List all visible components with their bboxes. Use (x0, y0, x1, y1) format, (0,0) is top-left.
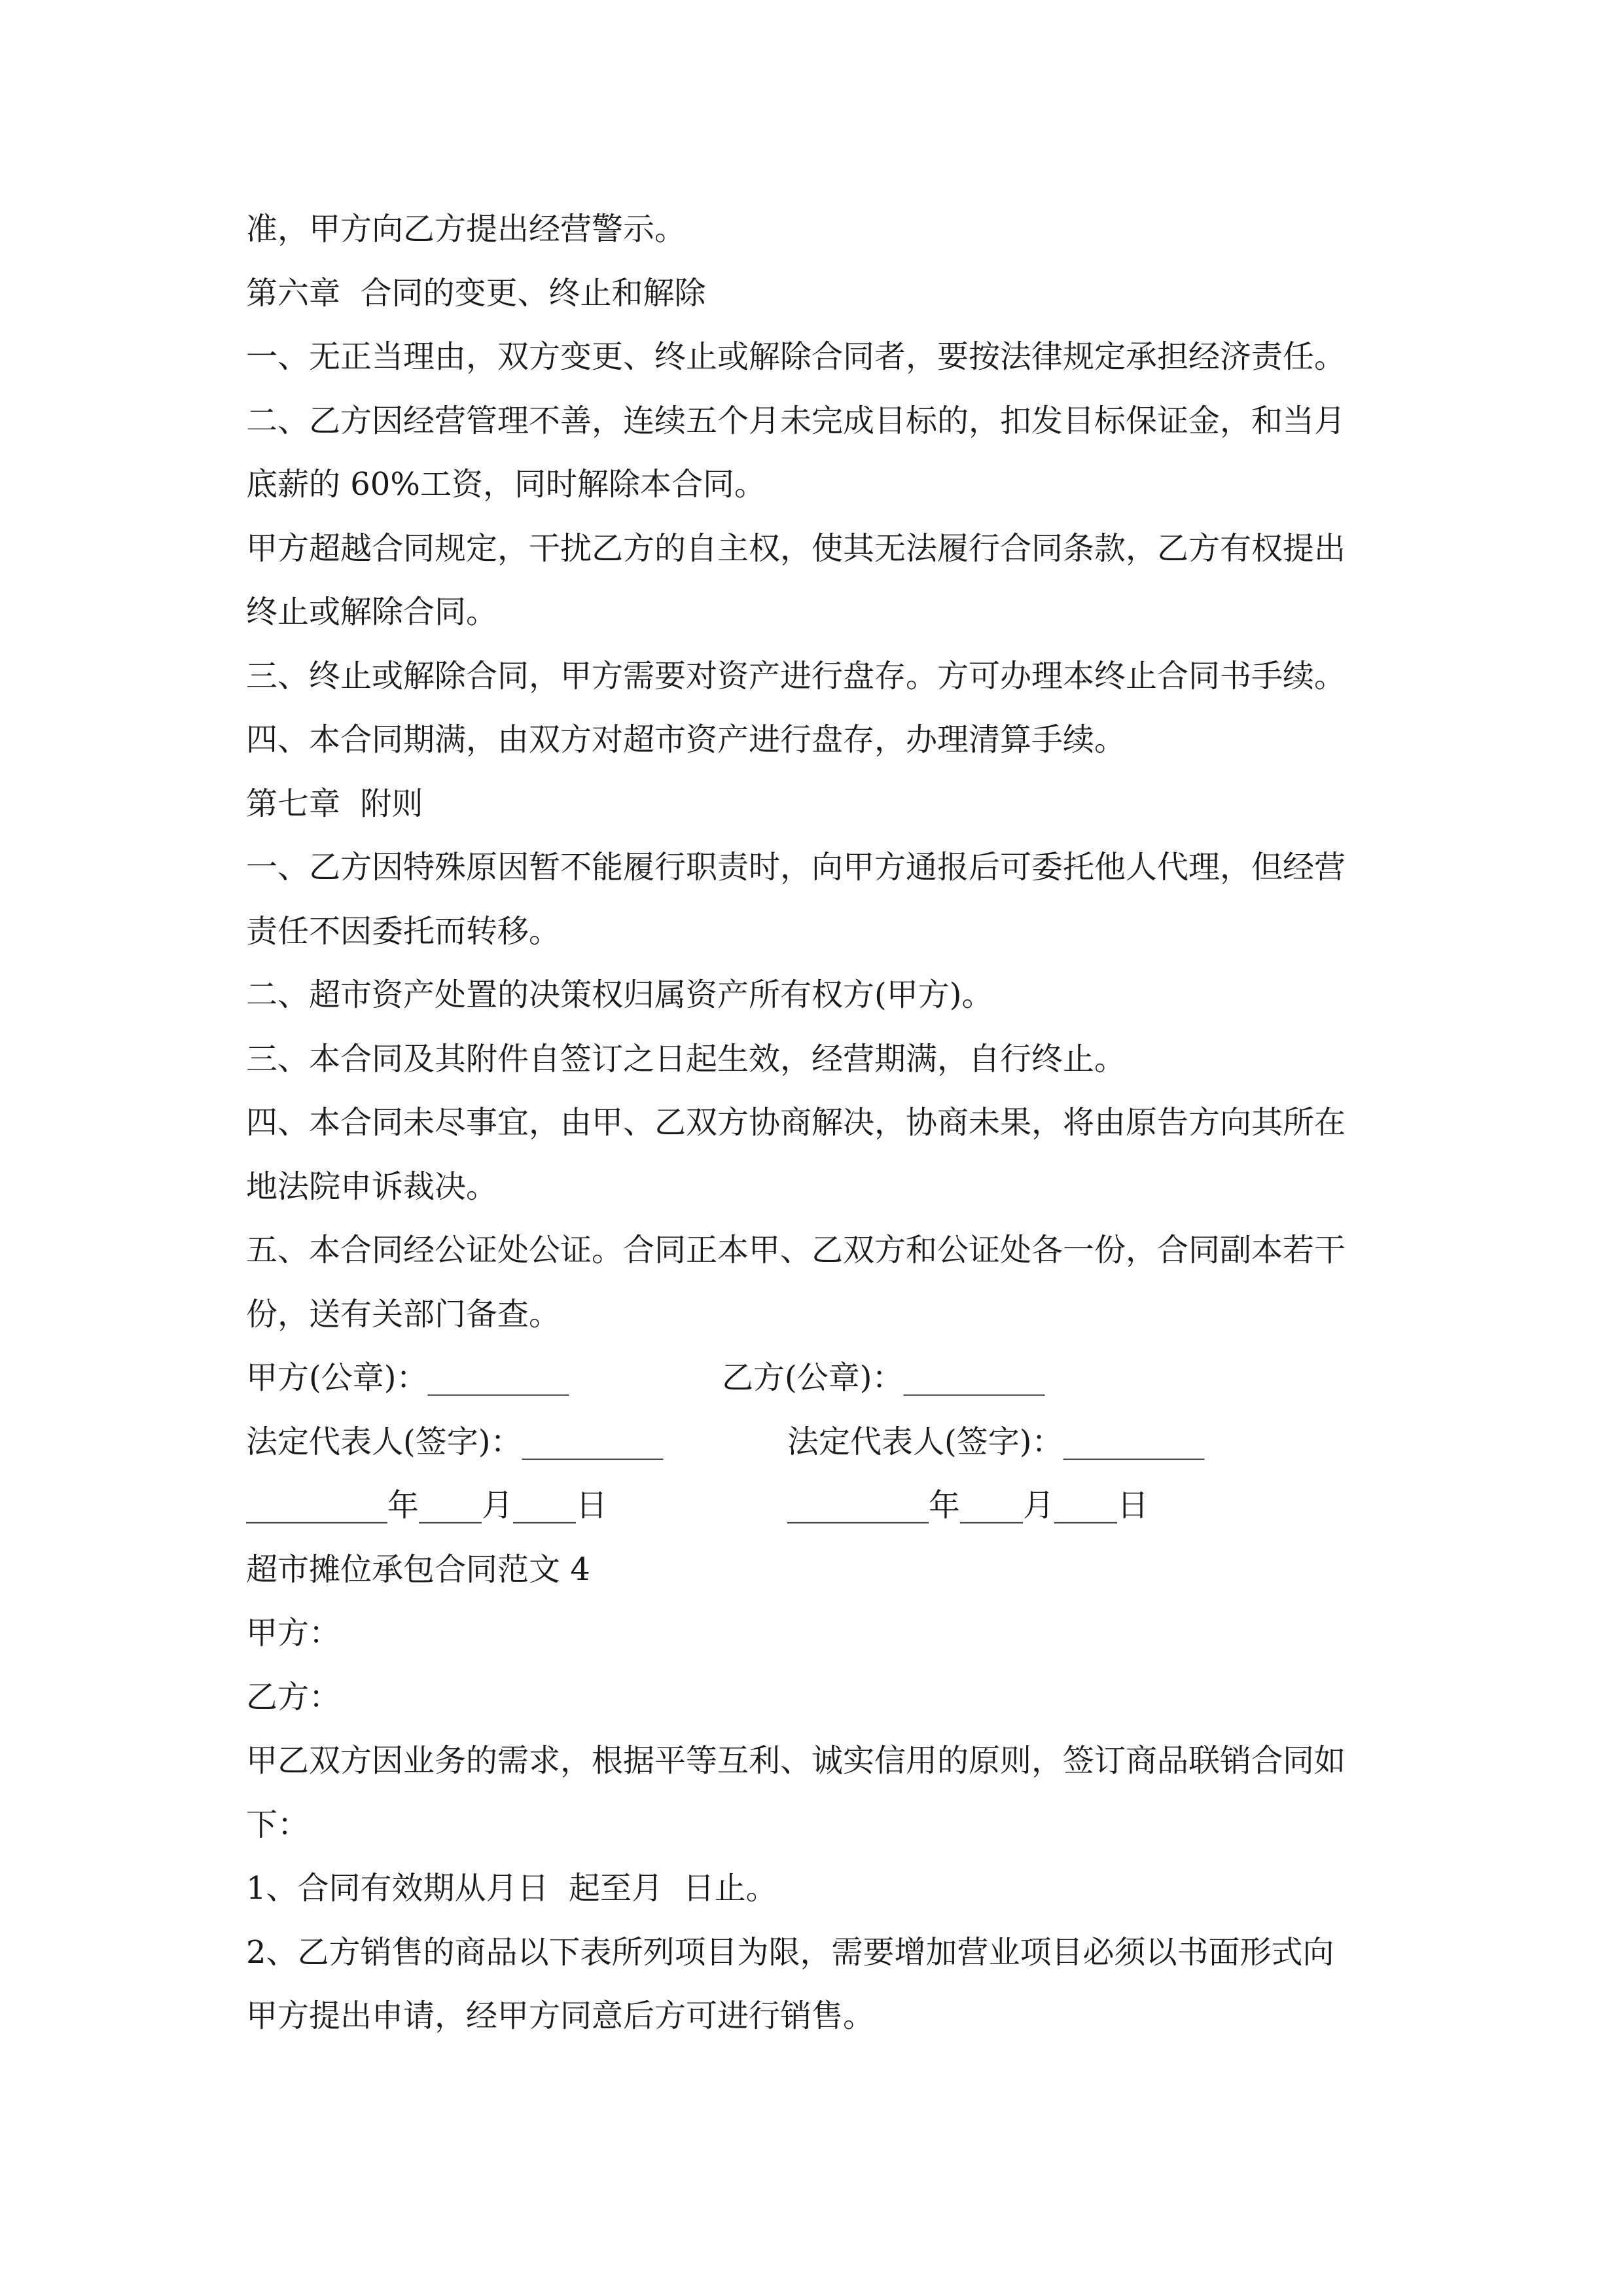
text-line: 五、本合同经公证处公证。合同正本甲、乙双方和公证处各一份，合同副本若干 (246, 1232, 1346, 1268)
text-line: 责任不因委托而转移。 (246, 912, 561, 950)
chapter-heading: 第七章 附则 (246, 785, 423, 822)
party-b-seal: 乙方(公章)：_________ (722, 1359, 1045, 1396)
party-a-label: 甲方： (246, 1615, 341, 1651)
text-line: 2、乙方销售的商品以下表所列项目为限，需要增加营业项目必须以书面形式向 (246, 1933, 1334, 1971)
party-a-date: _________年____月____日 (246, 1487, 608, 1524)
chapter-heading: 第六章 合同的变更、终止和解除 (246, 274, 706, 312)
text-line: 甲方提出申请，经甲方同意后方可进行销售。 (246, 1998, 875, 2034)
text-line: 四、本合同期满，由双方对超市资产进行盘存，办理清算手续。 (246, 721, 1126, 758)
text-line: 下： (246, 1806, 310, 1843)
section-title: 超市摊位承包合同范文 4 (246, 1551, 590, 1588)
text-line: 终止或解除合同。 (246, 594, 498, 630)
text-line: 甲方超越合同规定，干扰乙方的自主权，使其无法履行合同条款，乙方有权提出 (246, 529, 1346, 567)
text-line: 底薪的 60%工资，同时解除本合同。 (246, 466, 766, 503)
text-line: 份，送有关部门备查。 (246, 1295, 561, 1333)
text-line: 一、乙方因特殊原因暂不能履行职责时，向甲方通报后可委托他人代理，但经营 (246, 849, 1346, 886)
text-line: 三、终止或解除合同，甲方需要对资产进行盘存。方可办理本终止合同书手续。 (246, 657, 1346, 694)
text-line: 二、乙方因经营管理不善，连续五个月未完成目标的，扣发目标保证金，和当月 (246, 402, 1346, 439)
party-b-label: 乙方： (246, 1678, 341, 1715)
text-line: 甲乙双方因业务的需求，根据平等互利、诚实信用的原则，签订商品联销合同如 (246, 1742, 1346, 1779)
text-line: 二、超市资产处置的决策权归属资产所有权方(甲方)。 (246, 977, 993, 1013)
document-body (246, 198, 1398, 2049)
text-line: 准，甲方向乙方提出经营警示。 (246, 211, 687, 247)
text-line: 四、本合同未尽事宜，由甲、乙双方协商解决，协商未果，将由原告方向其所在 (246, 1104, 1346, 1141)
party-a-representative: 法定代表人(签字)：_________ (246, 1423, 664, 1460)
party-a-seal: 甲方(公章)：_________ (246, 1359, 569, 1396)
text-line: 1、合同有效期从月日 起至月 日止。 (246, 1870, 777, 1907)
signature-rep-row (246, 1410, 1398, 1475)
party-b-representative: 法定代表人(签字)：_________ (787, 1423, 1205, 1460)
party-b-date: _________年____月____日 (787, 1487, 1149, 1524)
text-line: 地法院申诉裁决。 (246, 1168, 498, 1205)
text-line: 三、本合同及其附件自签订之日起生效，经营期满，自行终止。 (246, 1040, 1126, 1077)
text-line: 一、无正当理由，双方变更、终止或解除合同者，要按法律规定承担经济责任。 (246, 338, 1346, 375)
signature-seal-row (246, 1346, 1398, 1410)
signature-date-row (246, 1474, 1398, 1538)
